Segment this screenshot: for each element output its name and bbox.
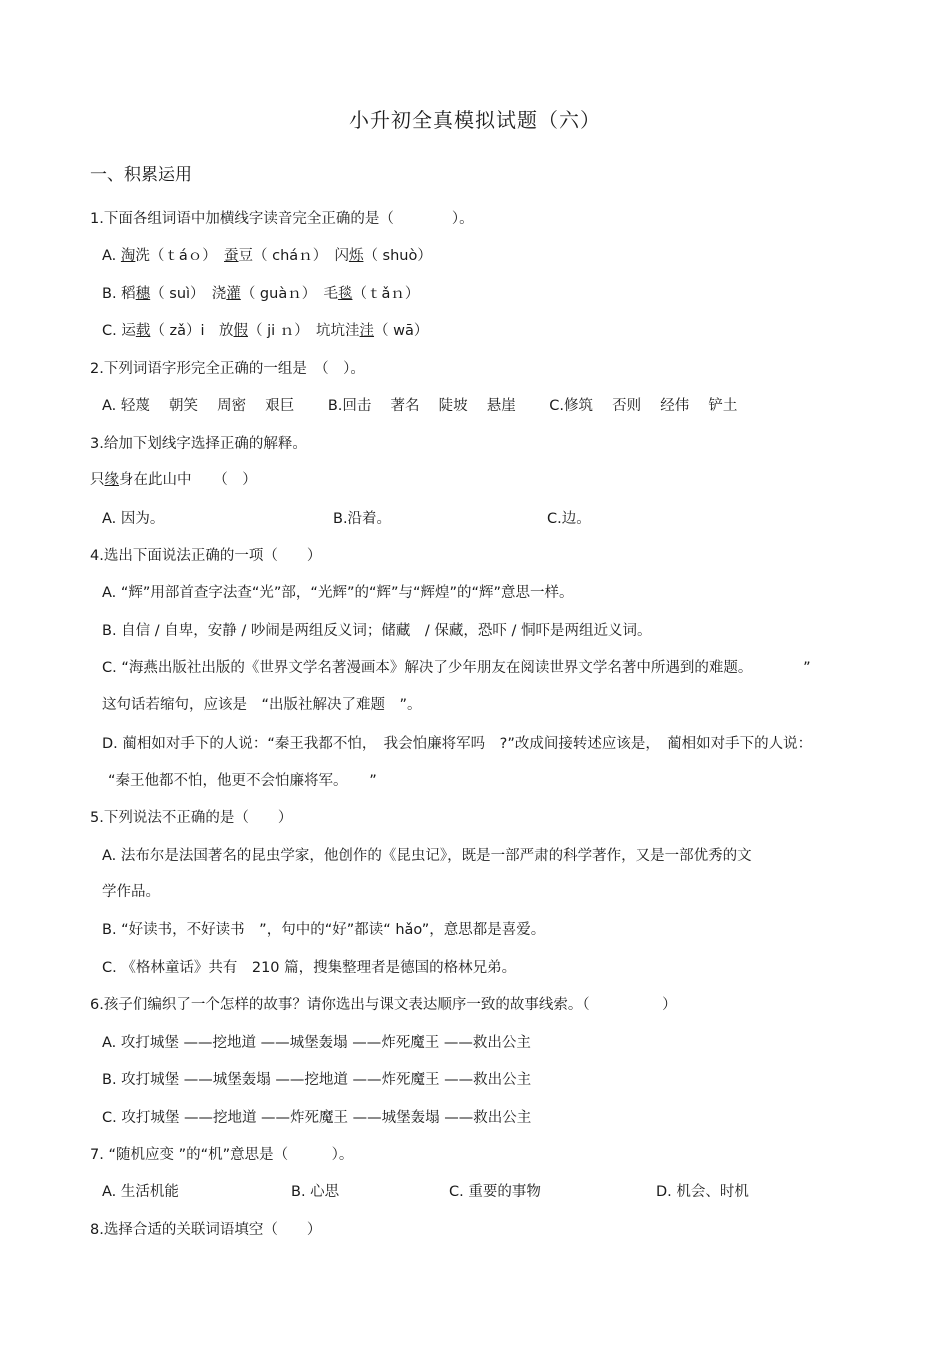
question-1-option-c [102, 321, 428, 341]
question-6-option-c: C. 攻打城堡 ——挖地道 ——炸死魔王 ——城堡轰塌 ——救出公主 [102, 1110, 532, 1126]
question-4-option-d-cont: “秦王他都不怕，他更不会怕廉将军。 ” [108, 773, 377, 789]
question-3-option-a: A. 因为。 [102, 511, 165, 527]
page-title: 小升初全真模拟试题（六） [349, 108, 601, 132]
question-5-option-b: B. “好读书，不好读书 ”，句中的“好”都读“ hǎo”，意思都是喜爱。 [102, 922, 546, 938]
question-3-option-c: C.边。 [547, 511, 591, 527]
question-7-option-d: D. 机会、时机 [656, 1184, 749, 1200]
underlined-char: 蚕 [224, 248, 239, 264]
question-6-stem: 6.孩子们编织了一个怎样的故事？请你选出与课文表达顺序一致的故事线索。（ ） [90, 997, 677, 1013]
poem-text: 只 [90, 472, 105, 488]
question-3-poem-line [90, 470, 257, 490]
question-1-option-b [102, 284, 419, 304]
option-text: 洗（ｔáｏ） [135, 248, 225, 264]
option-text: （ shuò） [363, 248, 432, 264]
option-text: （ wā） [374, 323, 429, 339]
question-7-option-b: B. 心思 [291, 1184, 340, 1200]
option-text: （ suì） 浇 [150, 286, 227, 302]
question-4-stem: 4.选出下面说法正确的一项（ ） [90, 548, 322, 564]
question-6-option-a: A. 攻打城堡 ——挖地道 ——城堡轰塌 ——炸死魔王 ——救出公主 [102, 1035, 531, 1051]
option-text: A. [102, 248, 121, 264]
option-text: （ zǎ）i 放 [150, 323, 234, 339]
question-2-options: A. 轻蔑 朝笑 周密 艰巨 B.回击 著名 陡坡 悬崖 C.修筑 否则 经伟 铲土 [102, 398, 738, 414]
underlined-char: 烁 [348, 248, 364, 264]
underlined-char: 淘 [120, 248, 136, 264]
underlined-char: 载 [135, 323, 151, 339]
option-text: 豆（ cháｎ） 闪 [238, 248, 349, 264]
underlined-char: 毯 [337, 286, 353, 302]
option-text: （ guàｎ） 毛 [240, 286, 338, 302]
question-2-stem: 2.下列词语字形完全正确的一组是 （ ）。 [90, 361, 365, 377]
question-4-option-b: B. 自信 / 自卑，安静 / 吵闹是两组反义词；储藏 / 保藏，恐吓 / 恫吓是两组近义词。 [102, 623, 652, 639]
question-8-stem: 8.选择合适的关联词语填空（ ） [90, 1222, 322, 1238]
question-5-option-c: C. 《格林童话》共有 210 篇，搜集整理者是德国的格林兄弟。 [102, 960, 517, 976]
question-4-option-c: C. “海燕出版社出版的《世界文学名著漫画本》解决了少年朋友在阅读世界文学名著中所遇到的难题。 ” [102, 660, 811, 676]
underlined-char: 灌 [226, 286, 241, 302]
underlined-char: 缘 [104, 472, 119, 488]
question-3-option-b: B.沿着。 [333, 511, 392, 527]
poem-text: 身在此山中 （ ） [119, 472, 257, 488]
question-7-option-a: A. 生活机能 [102, 1184, 179, 1200]
underlined-char: 假 [233, 323, 248, 339]
question-4-option-c-cont: 这句话若缩句，应该是 “出版社解决了难题 ”。 [102, 697, 422, 713]
question-1-stem: 1.下面各组词语中加横线字读音完全正确的是（ ）。 [90, 211, 474, 227]
section-heading: 一、积累运用 [90, 165, 192, 185]
option-text: B. 稻 [102, 286, 136, 302]
question-4-option-a: A. “辉”用部首查字法查“光”部，“光辉”的“辉”与“辉煌”的“辉”意思一样。 [102, 585, 574, 601]
option-text: （ｔǎｎ） [352, 286, 420, 302]
question-5-stem: 5.下列说法不正确的是（ ） [90, 810, 293, 826]
option-text: C. 运 [102, 323, 136, 339]
option-text: （ ji ｎ） 坑坑洼 [247, 323, 360, 339]
underlined-char: 洼 [359, 323, 375, 339]
underlined-char: 穗 [135, 286, 151, 302]
question-7-option-c: C. 重要的事物 [449, 1184, 541, 1200]
question-3-stem: 3.给加下划线字选择正确的解释。 [90, 436, 307, 452]
question-4-option-d: D. 蔺相如对手下的人说：“秦王我都不怕， 我会怕廉将军吗 ?”改成间接转述应该是， 蔺相如对手下的人说： [102, 736, 813, 752]
question-5-option-a: A. 法布尔是法国著名的昆虫学家，他创作的《昆虫记》，既是一部严肃的科学著作，又是一部优秀的文 [102, 848, 752, 864]
question-6-option-b: B. 攻打城堡 ——城堡轰塌 ——挖地道 ——炸死魔王 ——救出公主 [102, 1072, 532, 1088]
question-1-option-a [102, 246, 432, 266]
question-7-stem: 7. “随机应变 ”的“机”意思是（ ）。 [90, 1147, 354, 1163]
question-5-option-a-cont: 学作品。 [102, 884, 160, 900]
